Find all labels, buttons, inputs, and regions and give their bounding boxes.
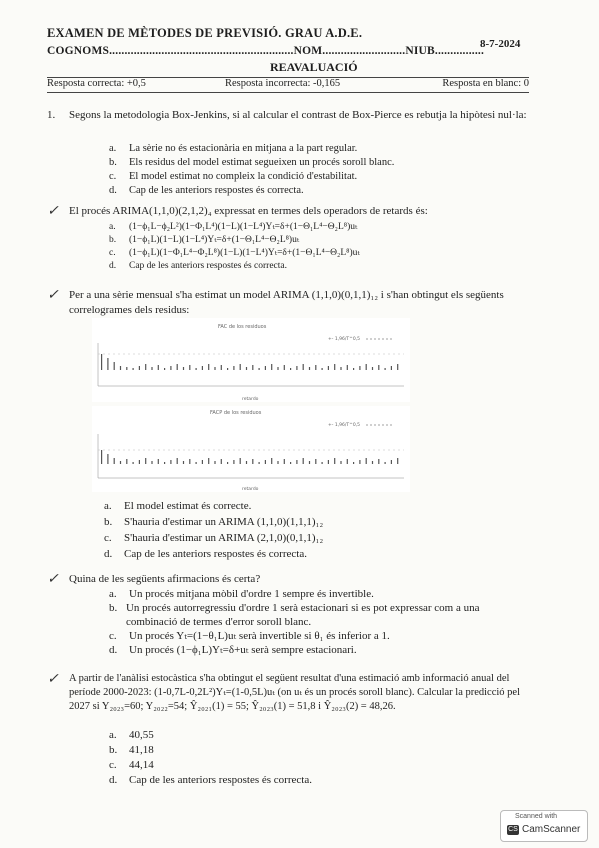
exam-date: 8-7-2024	[480, 38, 521, 50]
correlogram-bar	[290, 462, 291, 464]
question-number: 1.	[47, 109, 56, 121]
option-b[interactable]: b. S'hauria d'estimar un ARIMA (1,1,0)(1,1,1)₁₂	[104, 516, 324, 528]
scoring-bar	[47, 77, 529, 93]
correlogram-bar	[126, 459, 127, 464]
correlogram-bar	[133, 462, 134, 464]
option-a[interactable]: a. La sèrie no és estacionària en mitjana a la part regular.	[109, 143, 358, 154]
pacf-xlabel: retardo	[242, 487, 259, 492]
question-text: Quina de les següents afirmacions és certa?	[69, 573, 261, 585]
correlogram-bar	[202, 366, 203, 370]
correlogram-bar	[189, 459, 190, 464]
option-c[interactable]: c. (1−ϕ₁L)(1−Φ₁L⁴−Φ₂L⁸)(1−L)(1−L⁴)Yₜ=δ+(1−Θ₁L⁴−Θ₂L⁸)uₜ	[109, 248, 360, 258]
question-1	[47, 108, 537, 198]
option-d[interactable]: d. Cap de les anteriors respostes és correcta.	[109, 261, 288, 271]
correlogram-bar	[328, 460, 329, 464]
correlogram-bar	[214, 367, 215, 370]
question-3-options	[104, 498, 323, 562]
correlogram-bar	[139, 460, 140, 464]
pacf-svg	[92, 406, 410, 492]
correlogram-bar	[340, 367, 341, 370]
correlogram-bar	[170, 366, 171, 370]
correlogram-bar	[259, 462, 260, 464]
correlogram-bar	[183, 367, 184, 370]
options-list	[109, 728, 312, 788]
correlogram-bar	[170, 460, 171, 464]
correlogram-bar	[284, 459, 285, 464]
correlogram-bar	[378, 365, 379, 370]
correlogram-bar	[296, 366, 297, 370]
correlogram-bar	[196, 462, 197, 464]
correlogram-bar	[347, 459, 348, 464]
correlogram-bar	[277, 367, 278, 370]
option-c[interactable]: c. El model estimat no compleix la condició d'estabilitat.	[109, 171, 358, 182]
correlogram-bar	[290, 368, 291, 370]
correlogram-bar	[233, 460, 234, 464]
correlogram-bar	[309, 461, 310, 464]
correlogram-bar	[315, 365, 316, 370]
pacf-title: FACP de los residuos	[210, 410, 262, 416]
camscanner-brand: CS CamScanner	[508, 824, 581, 835]
correlogram-bar	[214, 461, 215, 464]
correlogram-bar	[196, 368, 197, 370]
option-c[interactable]: c. 44,14	[109, 759, 154, 771]
correlogram-bar	[164, 368, 165, 370]
correlogram-bar	[271, 458, 272, 464]
correlogram-bar	[114, 362, 115, 370]
correlogram-bar	[252, 459, 253, 464]
correlogram-bar	[353, 368, 354, 370]
option-a[interactable]: a. (1−ϕ₁L−ϕ₂L²)(1−Φ₁L⁴)(1−L)(1−L⁴)Yₜ=δ+(1−Θ₁L⁴−Θ₂L⁸)uₜ	[109, 222, 358, 232]
correlogram-bar	[120, 366, 121, 370]
names-line: COGNOMS............................................................NOM...........................NIUB................	[47, 45, 485, 57]
correlogram-bar	[366, 364, 367, 370]
correlogram-bar	[139, 366, 140, 370]
exam-title: EXAMEN DE MÈTODES DE PREVISIÓ. GRAU A.D.E.	[47, 26, 363, 40]
acf-title: FAC de los residuos	[218, 324, 267, 330]
correlogram-bar	[158, 365, 159, 370]
correlogram-bar	[151, 461, 152, 464]
acf-svg	[92, 318, 410, 402]
correlogram-bar	[240, 364, 241, 370]
correlogram-bar	[221, 459, 222, 464]
correlogram-bar	[271, 364, 272, 370]
correlogram-bar	[397, 458, 398, 464]
option-d[interactable]: d. Cap de les anteriors respostes és correcta.	[109, 185, 304, 196]
question-text: A partir de l'anàlisi estocàstica s'ha obtingut el següent resultat d'una estimació amb informació anual del període 2000-2023: (1-0,7L-0,2L²)Yₜ=(1-0,5L)uₜ (on uₜ és un procés soroll blanc). Calcular la predicció pel 2027 si Y₂₀₂₃=60; Y₂₀₂₂=54; Ŷ₂₀₂₁(1) = 55; Ŷ₂₀₂₃(1) = 51,8 i Ŷ₂₀₂₃(2) = 48,26.	[69, 673, 520, 712]
correlogram-bar	[303, 364, 304, 370]
acf-xlabel: retardo	[242, 397, 259, 402]
correlogram-bar	[208, 458, 209, 464]
correlogram-bar	[265, 366, 266, 370]
correlogram-bar	[114, 458, 115, 464]
correlogram-bar	[259, 368, 260, 370]
correlogram-bar	[221, 365, 222, 370]
correlogram-bar	[177, 364, 178, 370]
options-list	[109, 587, 529, 657]
correlogram-bar	[265, 460, 266, 464]
question-2	[47, 204, 537, 278]
correlogram-bar	[158, 459, 159, 464]
correlogram-bar	[372, 461, 373, 464]
options-list	[109, 221, 360, 273]
correlogram-bar	[133, 368, 134, 370]
correlogram-bar	[391, 460, 392, 464]
correlogram-bar	[202, 460, 203, 464]
pacf-legend: +- 1,96/T^0,5	[328, 423, 361, 428]
option-d[interactable]: d. Cap de les anteriors respostes és correcta.	[109, 774, 312, 786]
correlogram-bar	[315, 459, 316, 464]
correlogram-bar	[391, 366, 392, 370]
correlogram-bar	[120, 461, 121, 464]
option-c[interactable]: c. S'hauria d'estimar un ARIMA (2,1,0)(0,1,1)₁₂	[104, 532, 324, 544]
score-blank: Resposta en blanc: 0	[442, 78, 529, 89]
score-correct: Resposta correcta: +0,5	[47, 78, 146, 89]
pacf-chart	[92, 406, 410, 492]
correlogram-bar	[233, 366, 234, 370]
option-b[interactable]: b. 41,18	[109, 744, 154, 756]
option-a[interactable]: a. Un procés mitjana mòbil d'ordre 1 sempre és invertible.	[109, 588, 374, 600]
acf-legend: +- 1,96/T^0,5	[328, 337, 361, 342]
correlogram-bar	[246, 461, 247, 464]
checkmark-icon: ✓	[47, 204, 59, 219]
correlogram-bar	[366, 458, 367, 464]
correlogram-bar	[385, 462, 386, 464]
correlogram-bar	[246, 367, 247, 370]
correlogram-bar	[227, 462, 228, 464]
correlogram-bar	[296, 460, 297, 464]
option-c[interactable]: c. Un procés Yₜ=(1−θ₁L)uₜ serà invertible si θ₁ és inferior a 1.	[109, 630, 390, 642]
question-5	[47, 672, 537, 802]
question-4	[47, 572, 537, 664]
correlogram-bar	[164, 462, 165, 464]
correlogram-bar	[303, 458, 304, 464]
score-incorrect: Resposta incorrecta: -0,165	[225, 78, 341, 89]
options-list	[109, 142, 394, 198]
correlogram-bar	[240, 458, 241, 464]
correlogram-bar	[107, 454, 108, 464]
correlogram-bar	[183, 461, 184, 464]
correlogram-bar	[322, 368, 323, 370]
correlogram-bar	[227, 368, 228, 370]
correlogram-bar	[359, 460, 360, 464]
correlogram-bar	[334, 458, 335, 464]
correlogram-bar	[340, 461, 341, 464]
correlogram-bar	[328, 366, 329, 370]
checkmark-icon: ✓	[47, 672, 59, 687]
correlogram-bar	[322, 462, 323, 464]
correlogram-bar	[101, 354, 102, 370]
option-b[interactable]: b. Un procés autorregressiu d'ordre 1 serà estacionari si es pot expressar com a una combinació de termes d'error soroll blanc.	[109, 602, 480, 628]
correlogram-bar	[101, 450, 102, 464]
option-d[interactable]: d. Cap de les anteriors respostes és correcta.	[104, 548, 307, 560]
option-a[interactable]: a. 40,55	[109, 729, 154, 741]
correlogram-bar	[334, 364, 335, 370]
option-d[interactable]: d. Un procés (1−ϕ₁L)Yₜ=δ+uₜ serà sempre estacionari.	[109, 644, 357, 656]
correlogram-bar	[353, 462, 354, 464]
checkmark-icon: ✓	[47, 572, 59, 587]
pacf-bars	[101, 450, 398, 464]
camscanner-icon: CS	[508, 825, 518, 833]
correlogram-bar	[107, 358, 108, 370]
exam-subtitle: REAVALUACIÓ	[270, 60, 358, 74]
acf-chart	[92, 318, 410, 402]
correlogram-bar	[177, 458, 178, 464]
question-text: Per a una sèrie mensual s'ha estimat un model ARIMA (1,1,0)(0,1,1)₁₂ i s'han obtingut els següents correlogrames dels residus:	[69, 289, 504, 316]
correlogram-bar	[151, 367, 152, 370]
correlogram-bar	[145, 458, 146, 464]
correlogram-bar	[252, 365, 253, 370]
correlogram-bar	[347, 365, 348, 370]
scanned-with-label: Scanned with	[515, 813, 558, 820]
option-b[interactable]: b. (1−ϕ₁L)(1−L)(1−L⁴)Yₜ=δ+(1−Θ₁L⁴−Θ₂L⁸)uₜ	[109, 235, 300, 245]
correlogram-bar	[145, 364, 146, 370]
question-text: El procés ARIMA(1,1,0)(2,1,2)₄ expressat en termes dels operadors de retards és:	[69, 205, 428, 217]
correlogram-bar	[378, 459, 379, 464]
correlogram-bar	[397, 364, 398, 370]
correlogram-bar	[189, 365, 190, 370]
correlogram-bar	[208, 364, 209, 370]
acf-bars	[101, 354, 398, 370]
correlogram-bar	[309, 367, 310, 370]
correlogram-bar	[385, 368, 386, 370]
question-text: Segons la metodologia Box-Jenkins, si al calcular el contrast de Box-Pierce es rebutja la hipòtesi nul·la:	[69, 109, 527, 121]
camscanner-badge	[500, 810, 588, 842]
option-a[interactable]: a. El model estimat és correcte.	[104, 500, 252, 512]
correlogram-bar	[284, 365, 285, 370]
checkmark-icon: ✓	[47, 288, 59, 303]
correlogram-bar	[359, 366, 360, 370]
correlogram-bar	[126, 367, 127, 370]
option-b[interactable]: b. Els residus del model estimat segueixen un procés soroll blanc.	[109, 157, 395, 168]
correlogram-bar	[277, 461, 278, 464]
correlogram-bar	[372, 367, 373, 370]
